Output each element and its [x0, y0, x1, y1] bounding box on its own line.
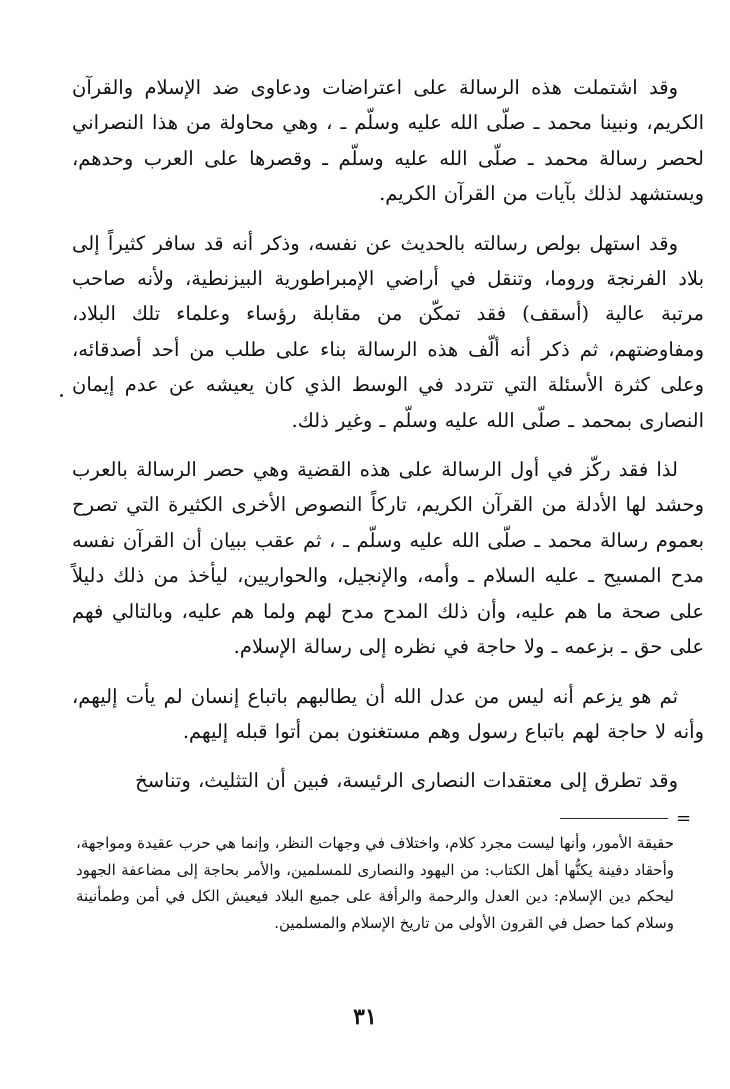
- paragraph: ثم هو يزعم أنه ليس من عدل الله أن يطالبهم باتباع إنسان لم يأت إليهم، وأنه لا حاجة لهم باتباع رسول وهم مستغنون بمن أتوا قبله إليهم.: [72, 684, 704, 743]
- page-number: ٣١: [353, 1004, 377, 1030]
- main-text: [72, 70, 704, 813]
- paragraph: وقد استهل بولص رسالته بالحديث عن نفسه، وذكر أنه قد سافر كثيراً إلى بلاد الفرنجة وروما، وتنقل في أراضي الإمبراطورية البيزنطية، ولأنه صاحب مرتبة عالية (أسقف) فقد تمكّن من مقابلة رؤساء وعلماء تلك البلاد، ومفاوضتهم، ثم ذكر أنه ألّف هذه الرسالة بناء على طلب من أحد أصدقائه، وعلى كثرة الأسئلة التي تتردد في الوسط الذي كان يعيشه عن عدم إيمان النصارى بمحمد ـ صلّى الله عليه وسلّم ـ وغير ذلك.: [72, 231, 704, 432]
- footnote-continuation-marker: =: [676, 808, 692, 829]
- footnote-separator: [560, 818, 668, 819]
- paragraph: وقد اشتملت هذه الرسالة على اعتراضات ودعاوى ضد الإسلام والقرآن الكريم، ونبينا محمد ـ صلّى الله عليه وسلّم ـ ، وهي محاولة من هذا النصراني لحصر رسالة محمد ـ صلّى الله عليه وسلّم ـ وقصرها على العرب وحدهم، ويستشهد لذلك بآيات من القرآن الكريم.: [72, 76, 704, 206]
- paragraph: لذا فقد ركّز في أول الرسالة على هذه القضية وهي حصر الرسالة بالعرب وحشد لها الأدلة من القرآن الكريم، تاركاً النصوص الأخرى الكثيرة التي تصرح بعموم رسالة محمد ـ صلّى الله عليه وسلّم ـ ، ثم عقب ببيان أن القرآن نفسه مدح المسيح ـ عليه السلام ـ وأمه، والإنجيل، والحواريين، ليأخذ من ذلك دليلاً على صحة ما هم عليه، وأن ذلك المدح مدح لهم ولما هم عليه، وبالتالي فهم على حق ـ بزعمه ـ ولا حاجة في نظره إلى رسالة الإسلام.: [72, 458, 704, 659]
- footnote: [76, 830, 674, 936]
- footnote-text: حقيقة الأمور، وأنها ليست مجرد كلام، واختلاف في وجهات النظر، وإنما هي حرب عقيدة ومواجهة، وأحقاد دفينة يكنُّها أهل الكتاب: من اليهود والنصارى للمسلمين، والأمر بحاجة إلى مضاعفة الجهود ليحكم دين الإسلام: دين العدل والرحمة والرأفة على جميع البلاد فيعيش الكل في أمن وطمأنينة وسلام كما حصل في القرون الأولى من تاريخ الإسلام والمسلمين.: [76, 834, 674, 932]
- ink-speck: [60, 394, 63, 397]
- paragraph: وقد تطرق إلى معتقدات النصارى الرئيسة، فبين أن التثليث، وتناسخ: [135, 769, 678, 793]
